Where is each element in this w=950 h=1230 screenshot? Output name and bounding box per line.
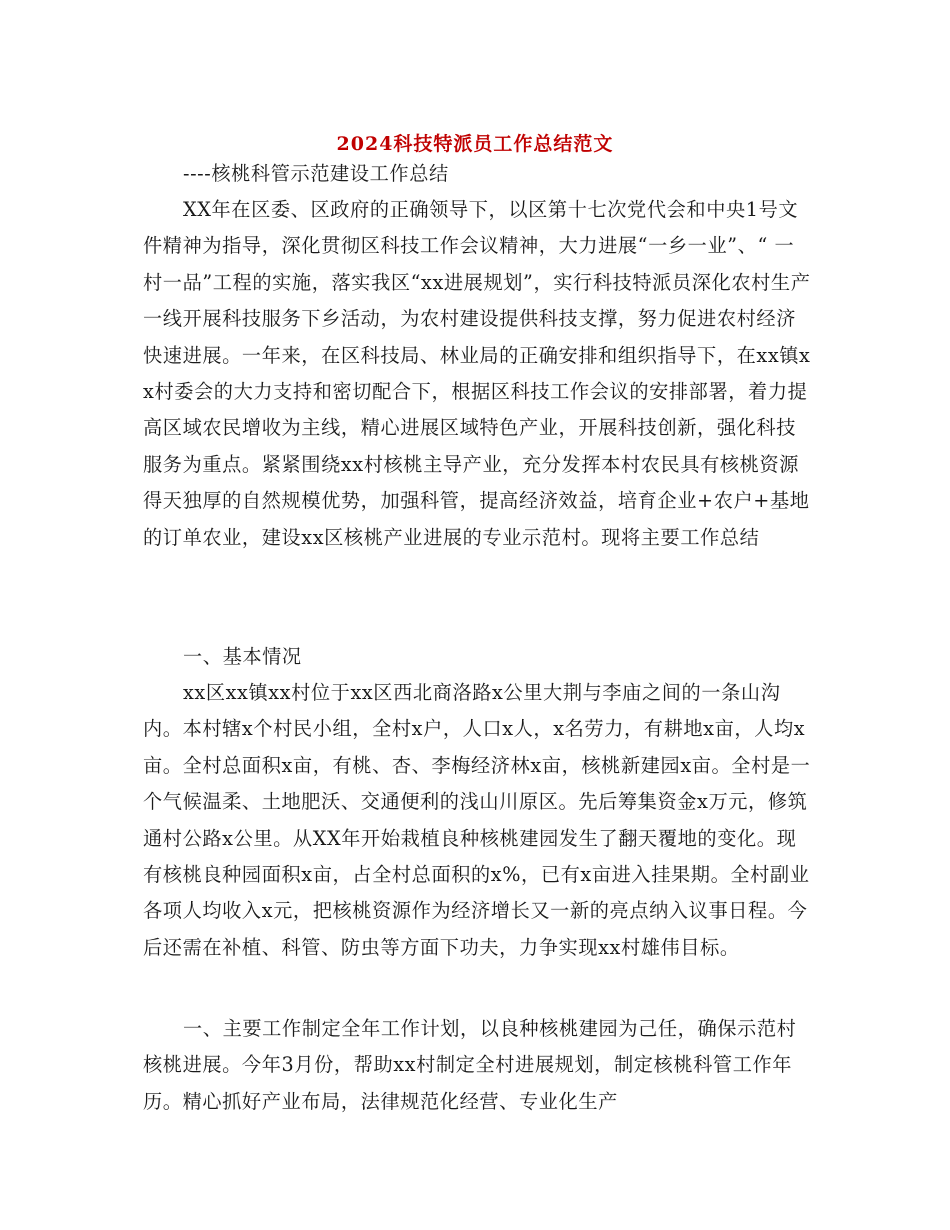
- body-paragraph-main-work: 一、主要工作制定全年工作计划，以良种核桃建园为己任，确保示范村核桃进展。今年3月份，帮助xx村制定全村进展规划，制定核桃科管工作年历。精心抓好产业布局，法律规范化经营、专业化生产: [143, 1017, 797, 1113]
- body-paragraph-basic-situation: xx区xx镇xx村位于xx区西北商洛路x公里大荆与李庙之间的一条山沟内。本村辖x个村民小组，全村x户，人口x人，x名劳力，有耕地x亩，人均x亩。全村总面积x亩，有桃、杏、李梅经济林x亩，核桃新建园x亩。全村是一个气候温柔、土地肥沃、交通便利的浅山川原区。先后筹集资金x万元，修筑通村公路x公里。从XX年开始栽植良种核桃建园发生了翻天覆地的变化。现有核桃良种园面积x亩，占全村总面积的x%，已有x亩进入挂果期。全村副业各项人均收入x元，把核桃资源作为经济增长又一新的亮点纳入议事日程。今后还需在补植、科管、防虫等方面下功夫，力争实现xx村雄伟目标。: [143, 681, 811, 959]
- document-subtitle: ----核桃科管示范建设工作总结: [183, 162, 449, 185]
- body-paragraph-intro: XX年在区委、区政府的正确领导下，以区第十七次党代会和中央1号文件精神为指导，深化贯彻区科技工作会议精神，大力进展“一乡一业”、“ 一村一品”工程的实施，落实我区“xx进展规划”，实行科技特派员深化农村生产一线开展科技服务下乡活动，为农村建设提供科技支撑，努力促进农村经济快速进展。一年来，在区科技局、林业局的正确安排和组织指导下，在xx镇xx村委会的大力支持和密切配合下，根据区科技工作会议的安排部署，着力提高区域农民增收为主线，精心进展区域特色产业，开展科技创新，强化科技服务为重点。紧紧围绕xx村核桃主导产业，充分发挥本村农民具有核桃资源得天独厚的自然规模优势，加强科管，提高经济效益，培育企业+农户+基地的订单农业，建设xx区核桃产业进展的专业示范村。现将主要工作总结: [143, 198, 811, 549]
- section-heading-basic-situation: 一、基本情况: [183, 645, 302, 668]
- document-title: 2024科技特派员工作总结范文: [336, 132, 614, 155]
